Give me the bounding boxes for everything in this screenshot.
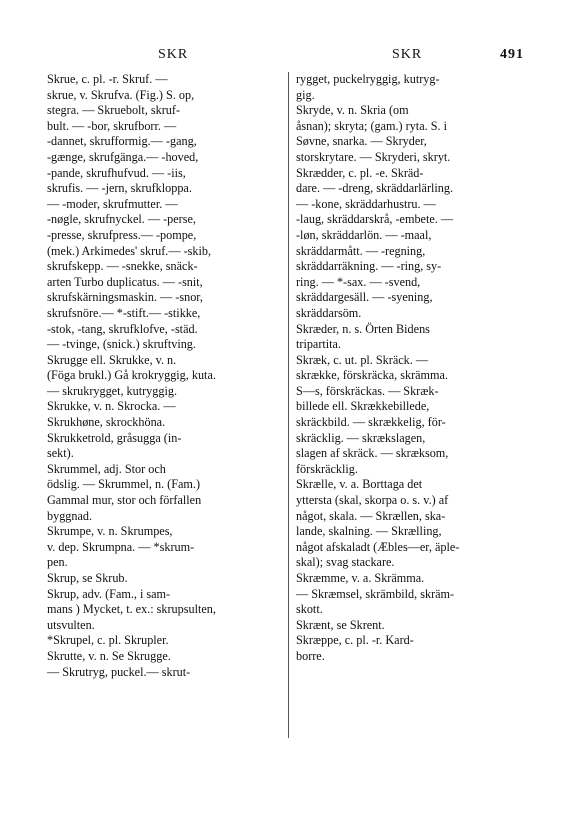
entry-line: Skræppe, c. pl. -r. Kard- <box>296 633 414 648</box>
entry-line: Skrukhøne, skrockhöna. <box>47 415 166 430</box>
entry-line: Søvne, snarka. — Skryder, <box>296 134 427 149</box>
entry-line: skrække, förskräcka, skrämma. <box>296 368 448 383</box>
entry-line: *Skrupel, c. pl. Skrupler. <box>47 633 169 648</box>
entry-line: rygget, puckelryggig, kutryg- <box>296 72 440 86</box>
entry-line: skott. <box>296 602 323 617</box>
entry-line: (Föga brukl.) Gå krokryggig, kuta. <box>47 368 216 383</box>
entry-line: lande, skalning. — Skrælling, <box>296 524 442 539</box>
entry-line: arten Turbo duplicatus. — -snit, <box>47 274 203 289</box>
entry-line: — Skrutryg, puckel.— skrut- <box>47 664 191 679</box>
entry-line: något, skala. — Skrællen, ska- <box>296 508 446 523</box>
entry-line: — -kone, skräddarhustru. — <box>296 196 436 211</box>
entry-line: — skrukrygget, kutryggig. <box>47 383 177 398</box>
entry-line: borre. <box>296 648 325 663</box>
entry-line: Skrukketrold, gråsugga (in- <box>47 430 182 445</box>
column-divider <box>288 72 289 738</box>
entry-line: Skrup, se Skrub. <box>47 571 128 585</box>
entry-line: ödslig. — Skrummel, n. (Fam.) <box>47 477 201 492</box>
entry-line: skrufskärningsmaskin. — -snor, <box>47 290 203 305</box>
entry-line: skräddarsöm. <box>296 305 362 320</box>
entry-line: skrufsnöre.— *-stift.— -stikke, <box>47 305 201 320</box>
entry-line: byggnad. <box>47 508 93 523</box>
entry-line: — -moder, skrufmutter. — <box>47 196 178 211</box>
entry-line: billede ell. Skrækkebillede, <box>296 399 430 414</box>
entry-line: mans ) Mycket, t. ex.: skrupsulten, <box>47 602 216 617</box>
entry-line: Gammal mur, stor och förfallen <box>47 493 202 508</box>
entry-line: -stok, -tang, skrufklofve, -städ. <box>47 321 198 336</box>
entry-line: — Skræmsel, skrämbild, skräm- <box>296 586 455 601</box>
entry-line: yttersta (skal, skorpa o. s. v.) af <box>296 493 449 508</box>
entry-line: Skræk, c. ut. pl. Skräck. — <box>296 352 429 367</box>
header-left-guideword: SKR <box>158 47 189 62</box>
header-right-guideword: SKR <box>392 47 423 62</box>
entry-line: Skrukke, v. n. Skrocka. — <box>47 399 176 414</box>
page-number: 491 <box>500 47 524 62</box>
entry-line: — -tvinge, (snick.) skruftving. <box>47 337 196 352</box>
entry-line: Skræder, n. s. Örten Bidens <box>296 321 430 336</box>
entry-line: stegra. — Skruebolt, skruf- <box>47 103 181 118</box>
entry-line: -dannet, skrufformig.— -gang, <box>47 134 197 149</box>
entry-line: skräddarräkning. — -ring, sy- <box>296 259 442 274</box>
entry-line: Skrummel, adj. Stor och <box>47 461 166 476</box>
entry-line: skrufis. — -jern, skrufkloppa. <box>47 181 192 196</box>
entry-line: utsvulten. <box>47 617 95 632</box>
entry-line: något afskaladt (Æbles—er, äple- <box>296 539 460 554</box>
entry-line: sekt). <box>47 446 74 461</box>
entry-line: Skrumpe, v. n. Skrumpes, <box>47 524 173 539</box>
entry-line: ring. — *-sax. — -svend, <box>296 274 421 289</box>
entry-line: storskrytare. — Skryderi, skryt. <box>296 149 451 164</box>
entry-line: bult. — -bor, skrufborr. — <box>47 118 177 133</box>
entry-line: Skræmme, v. a. Skrämma. <box>296 571 425 585</box>
entry-line: Skrænt, se Skrent. <box>296 617 385 632</box>
entry-line: skal); svag stackare. <box>296 555 395 570</box>
entry-line: Skrue, c. pl. -r. Skruf. — <box>47 72 168 86</box>
entry-line: skräcklig. — skrækslagen, <box>296 430 426 445</box>
entry-line: Skrup, adv. (Fam., i sam- <box>47 586 171 601</box>
right-column <box>296 72 538 665</box>
entry-line: skräddargesäll. — -syening, <box>296 290 433 305</box>
entry-line: gig. <box>296 87 315 102</box>
entry-line: -laug, skräddarskrå, -embete. — <box>296 212 454 227</box>
page-header <box>0 47 576 69</box>
entry-line: skräckbild. — skrækkelig, för- <box>296 415 446 430</box>
entry-line: -nøgle, skrufnyckel. — -perse, <box>47 212 196 227</box>
entry-line: skrufskepp. — -snekke, snäck- <box>47 259 198 274</box>
entry-line: åsnan); skryta; (gam.) ryta. S. i <box>296 118 447 133</box>
entry-line: skrue, v. Skrufva. (Fig.) S. op, <box>47 87 195 102</box>
entry-line: Skrælle, v. a. Borttaga det <box>296 477 423 492</box>
entry-line: Skrædder, c. pl. -e. Skräd- <box>296 165 424 180</box>
entry-line: -pande, skrufhufvud. — -iis, <box>47 165 186 180</box>
entry-line: förskräcklig. <box>296 461 358 476</box>
entry-line: -gænge, skrufgänga.— -hoved, <box>47 149 199 164</box>
entry-line: S—s, förskräckas. — Skræk- <box>296 383 439 398</box>
entry-line: pen. <box>47 555 68 570</box>
entry-line: dare. — -dreng, skräddarlärling. <box>296 181 454 196</box>
entry-line: Skryde, v. n. Skria (om <box>296 103 409 118</box>
entry-line: Skrugge ell. Skrukke, v. n. <box>47 352 177 367</box>
entry-line: Skrutte, v. n. Se Skrugge. <box>47 648 171 663</box>
entry-line: slagen af skräck. — skræksom, <box>296 446 449 461</box>
entry-line: skräddarmått. — -regning, <box>296 243 426 258</box>
entry-line: -presse, skrufpress.— -pompe, <box>47 227 197 242</box>
entry-line: (mek.) Arkimedes' skruf.— -skib, <box>47 243 211 258</box>
entry-line: tripartita. <box>296 337 342 352</box>
entry-line: v. dep. Skrumpna. — *skrum- <box>47 539 195 554</box>
left-column <box>47 72 292 680</box>
entry-line: -løn, skräddarlön. — -maal, <box>296 227 432 242</box>
